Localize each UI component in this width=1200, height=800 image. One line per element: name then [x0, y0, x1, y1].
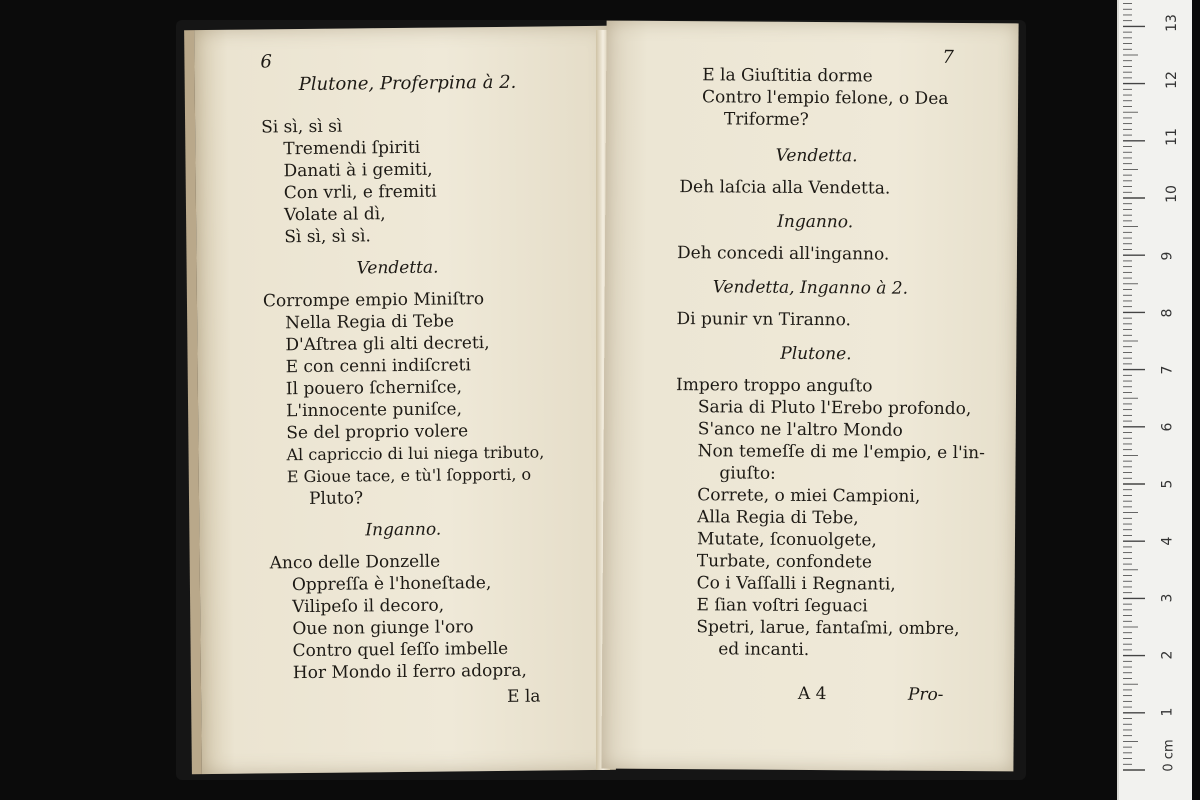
text-line: Si sì, sì sì — [261, 116, 343, 138]
measurement-ruler — [1117, 0, 1192, 800]
ruler-number: 8 — [1159, 308, 1176, 318]
text-line: Anco delle Donzelle — [269, 551, 441, 574]
text-line: Deh concedi all'inganno. — [676, 243, 890, 265]
text-line: Oppreſſa è l'honeſtade, — [291, 573, 492, 596]
text-line: Impero troppo anguſto — [676, 375, 873, 397]
text-line: Pluto? — [308, 488, 364, 509]
text-line: Nella Regia di Tebe — [285, 311, 455, 334]
text-line: Spetri, larue, fantaſmi, ombre, — [696, 617, 960, 640]
signature-mark: A 4 — [797, 683, 827, 705]
speaker-heading: Plutone. — [780, 343, 852, 365]
text-line: Mutate, ſconuolgete, — [696, 529, 877, 551]
text-line: Sì sì, sì sì. — [284, 226, 371, 248]
text-line: Vilipeſo il decoro, — [292, 595, 445, 618]
text-line: D'Aſtrea gli alti decreti, — [285, 333, 490, 356]
text-line: Deh laſcia alla Vendetta. — [679, 177, 891, 199]
ruler-number: 3 — [1159, 593, 1176, 603]
text-line: E la Giuſtitia dorme — [702, 65, 873, 87]
text-line: Alla Regia di Tebe, — [697, 507, 859, 529]
ruler-number: 9 — [1159, 251, 1176, 261]
left-page-header: Plutone, Proferpina à 2. — [298, 71, 517, 96]
text-line: Triforme? — [723, 109, 809, 130]
left-page — [184, 26, 616, 774]
text-line: Tremendi ſpiriti — [283, 137, 421, 160]
ruler-number: 6 — [1159, 422, 1176, 432]
right-page — [601, 21, 1018, 772]
text-line: E Gioue tace, e tù'l ſopporti, o — [286, 464, 532, 487]
text-line: Oue non giunge l'oro — [292, 617, 474, 640]
text-line: Di punir vn Tiranno. — [676, 309, 852, 331]
catchword: E la — [507, 686, 541, 707]
ruler-number: 4 — [1159, 536, 1176, 546]
ruler-ticks — [1119, 0, 1192, 800]
text-line: E con cenni indiſcreti — [285, 355, 471, 378]
speaker-heading: Vendetta, Inganno à 2. — [712, 277, 909, 299]
text-line: Volate al dì, — [283, 204, 386, 226]
text-line: ed incanti. — [718, 639, 810, 661]
ruler-number: 13 — [1163, 14, 1180, 32]
text-line: Co i Vaſſalli i Regnanti, — [696, 573, 896, 595]
text-line: Hor Mondo il ferro adopra, — [292, 660, 527, 684]
text-line: S'anco ne l'altro Mondo — [697, 419, 903, 441]
text-line: Non temeſſe di me l'empio, e l'in- — [697, 441, 985, 464]
text-line: giuſto: — [719, 463, 776, 484]
ruler-number: 5 — [1159, 479, 1176, 489]
text-line: Il pouero ſcherniſce, — [285, 377, 463, 400]
ruler-unit-label: 0 cm — [1161, 739, 1177, 772]
ruler-number: 2 — [1159, 650, 1176, 660]
left-page-number: 6 — [260, 51, 273, 73]
text-line: Contro quel ſeſſo imbelle — [292, 638, 509, 662]
text-line: Al capriccio di lui niega tributo, — [286, 442, 545, 465]
text-line: Con vrli, e fremiti — [283, 181, 437, 204]
text-line: Contro l'empio felone, o Dea — [702, 87, 949, 109]
ruler-number: 1 — [1159, 707, 1176, 717]
text-line: Corrompe empio Miniſtro — [262, 289, 485, 312]
text-line: Correte, o miei Campioni, — [697, 485, 921, 507]
text-line: Saria di Pluto l'Erebo profondo, — [697, 397, 972, 420]
ruler-number: 7 — [1159, 365, 1176, 375]
text-line: Danati à i gemiti, — [283, 159, 433, 182]
ruler-number: 11 — [1163, 128, 1180, 146]
text-line: Turbate, confondete — [696, 551, 873, 573]
speaker-heading: Vendetta. — [775, 145, 858, 167]
speaker-heading: Inganno. — [777, 211, 854, 233]
text-line: Se del proprio volere — [286, 421, 469, 444]
speaker-heading: Vendetta. — [356, 257, 439, 279]
text-line: E ſian voſtri ſeguaci — [696, 595, 868, 617]
text-line: L'innocente puniſce, — [286, 399, 463, 422]
ruler-number: 10 — [1163, 185, 1180, 203]
catchword: Pro- — [907, 684, 944, 705]
ruler-number: 12 — [1163, 71, 1180, 89]
right-page-number: 7 — [942, 46, 954, 68]
speaker-heading: Inganno. — [365, 519, 442, 541]
